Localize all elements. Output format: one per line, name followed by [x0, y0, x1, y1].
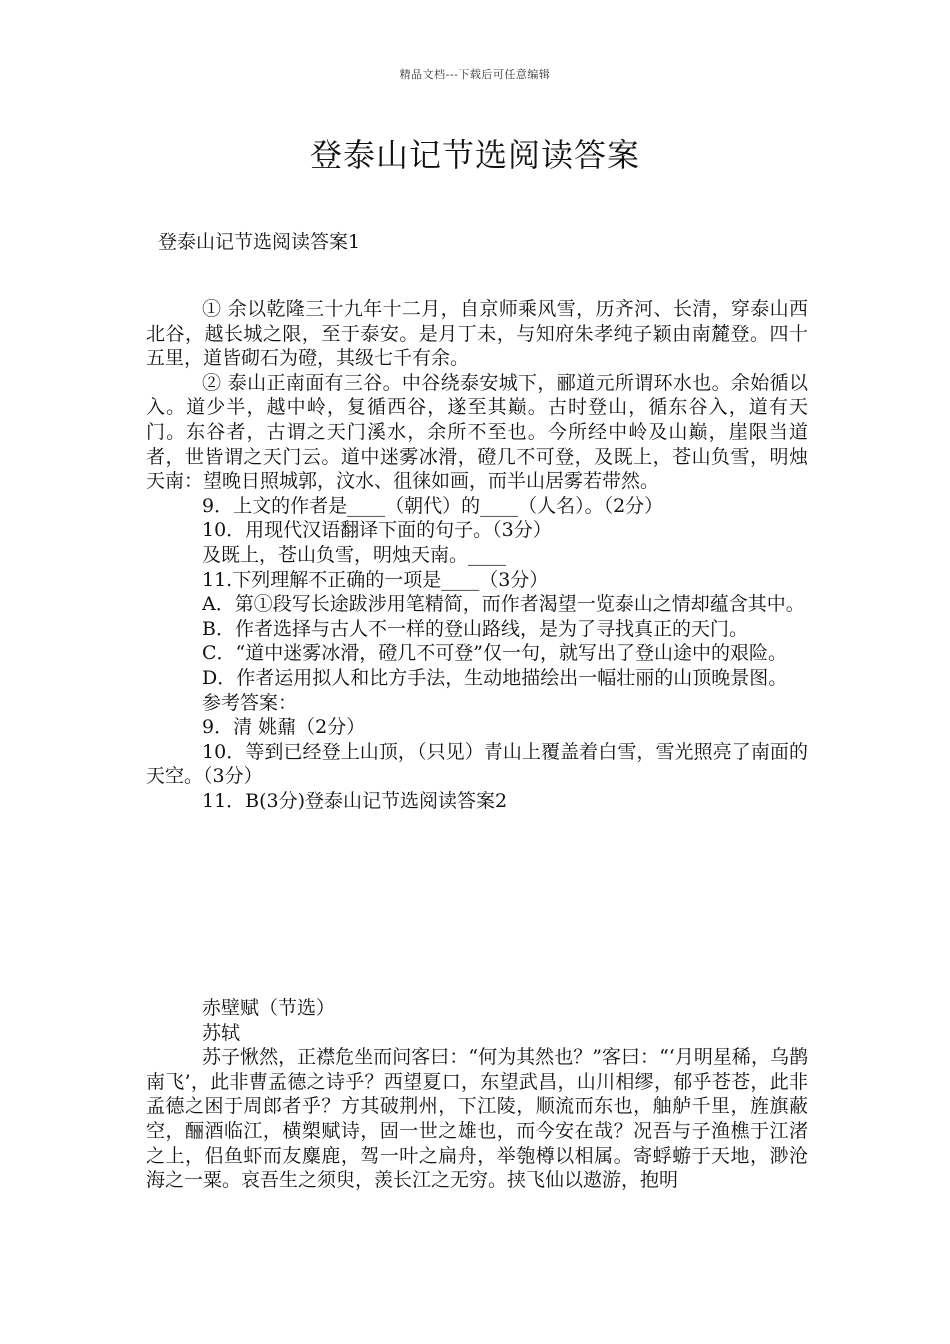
poem-title: 赤壁赋（节选）: [202, 997, 336, 1019]
section-2-body: [146, 996, 808, 1193]
option-d: D．作者运用拟人和比方手法，生动地描绘出一幅壮丽的山顶晚景图。: [202, 666, 788, 689]
paragraph-2: ② 泰山正南面有三谷。中谷绕泰安城下，郦道元所谓环水也。余始循以入。道少半，越中岭，复循西谷，遂至其巅。古时登山，循东谷入，道有天门。东谷者，古谓之天门溪水，余所不至也。今所经中岭及山巅，崖限当道者，世皆谓之天门云。道中迷雾冰滑，磴几不可登，及既上，苍山负雪，明烛天南：望晚日照城郭，汶水、徂徕如画，而半山居雾若带然。: [146, 371, 808, 493]
option-b: B．作者选择与古人不一样的登山路线，是为了寻找真正的天门。: [202, 617, 748, 640]
paragraph-1: ① 余以乾隆三十九年十二月，自京师乘风雪，历齐河、长清，穿泰山西北谷，越长城之限，至于泰安。是月丁未，与知府朱孝纯子颖由南麓登。四十五里，道皆砌石为磴，其级七千有余。: [146, 298, 808, 370]
answer-11: 11．B(3分)登泰山记节选阅读答案2: [202, 789, 508, 812]
question-11: 11.下列理解不正确的一项是____（3分）: [202, 568, 549, 591]
answer-10: 10．等到已经登上山顶，（只见）青山上覆盖着白雪，雪光照亮了南面的天空。（3分）: [146, 740, 808, 788]
question-9: 9．上文的作者是____（朝代）的____（人名）。（2分）: [202, 494, 664, 517]
section-title-1: 登泰山记节选阅读答案1: [158, 231, 361, 253]
question-10-sentence: 及既上，苍山负雪，明烛天南。____: [202, 543, 507, 566]
answer-heading: 参考答案：: [202, 691, 298, 714]
question-10: 10．用现代汉语翻译下面的句子。（3分）: [202, 519, 552, 542]
header-watermark: 精品文档---下载后可任意编辑: [399, 68, 551, 81]
document-title: 登泰山记节选阅读答案: [309, 136, 640, 174]
answer-9: 9．清 姚鼐（2分）: [202, 716, 366, 739]
poem-body: 苏子愀然，正襟危坐而问客曰：“何为其然也？”客曰：“‘月明星稀，乌鹊南飞’，此非曹孟德之诗乎？西望夏口，东望武昌，山川相缪，郁乎苍苍，此非孟德之困于周郎者乎？方其破荆州，下江陵，顺流而东也，舳舻千里，旌旗蔽空，酾酒临江，横槊赋诗，固一世之雄也，而今安在哉？况吾与子渔樵于江渚之上，侣鱼虾而友麋鹿，驾一叶之扁舟，举匏樽以相属。寄蜉蝣于天地，渺沧海之一粟。哀吾生之须臾，羡长江之无穷。挟飞仙以遨游，抱明: [146, 1046, 808, 1192]
option-a: A．第①段写长途跋涉用笔精简，而作者渴望一览泰山之情却蕴含其中。: [202, 593, 805, 616]
section-1-body: [146, 297, 808, 813]
option-c: C．“道中迷雾冰滑，磴几不可登”仅一句，就写出了登山途中的艰险。: [202, 642, 787, 665]
poem-author: 苏轼: [202, 1021, 241, 1044]
